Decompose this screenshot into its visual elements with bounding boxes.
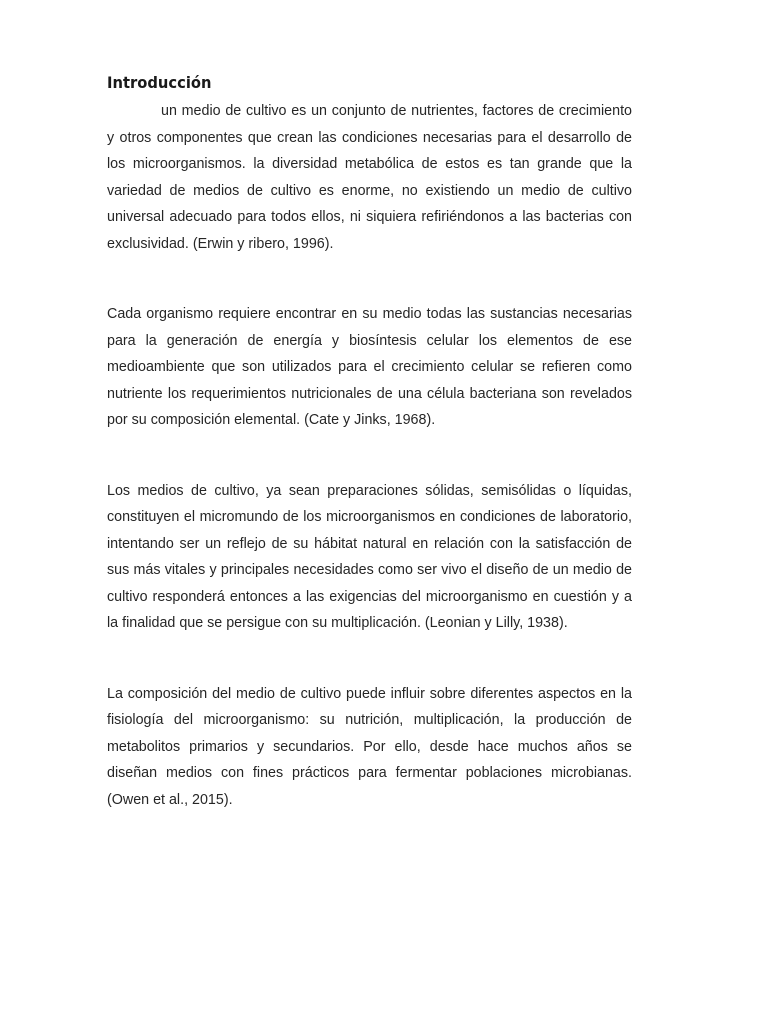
paragraph-1: un medio de cultivo es un conjunto de nutrientes, factores de crecimiento y otros componentes que crean las condiciones necesarias para el desarrollo de los microorganismos. la diversidad metabólica de estos es tan grande que la variedad de medios de cultivo es enorme, no existiendo un medio de cultivo universal adecuado para todos ellos, ni siquiera refiriéndonos a las bacterias con exclusividad. (Erwin y ribero, 1996).: [107, 103, 632, 252]
document-title: Introducción: [107, 73, 212, 92]
paragraph-4: La composición del medio de cultivo puede influir sobre diferentes aspectos en la fisiología del microorganismo: su nutrición, multiplicación, la producción de metabolitos primarios y secundarios. Por ello, desde hace muchos años se diseñan medios con fines prácticos para fermentar poblaciones microbianas. (Owen et al., 2015).: [107, 685, 632, 808]
paragraph-3: Los medios de cultivo, ya sean preparaciones sólidas, semisólidas o líquidas, constituyen el micromundo de los microorganismos en condiciones de laboratorio, intentando ser un reflejo de su hábitat natural en relación con la satisfacción de sus más vitales y principales necesidades como ser vivo el diseño de un medio de cultivo responderá entonces a las exigencias del microorganismo en cuestión y a la finalidad que se persigue con su multiplicación. (Leonian y Lilly, 1938).: [107, 482, 632, 631]
paragraph-2: Cada organismo requiere encontrar en su medio todas las sustancias necesarias para la generación de energía y biosíntesis celular los elementos de ese medioambiente que son utilizados para el crecimiento celular se refieren como nutriente los requerimientos nutricionales de una célula bacteriana son revelados por su composición elemental. (Cate y Jinks, 1968).: [107, 306, 632, 428]
document-page: [107, 70, 632, 813]
